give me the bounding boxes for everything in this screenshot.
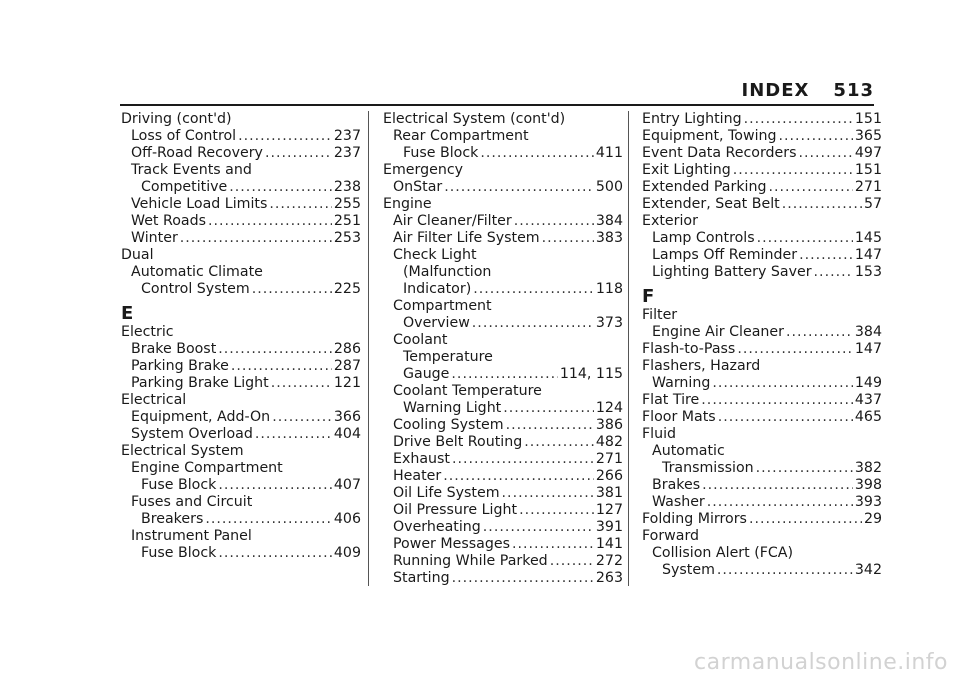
entry-page-number: 237 — [333, 145, 361, 161]
index-entry — [383, 213, 623, 230]
entry-label: Lamp Controls — [652, 230, 755, 246]
entry-label: (Malfunction — [403, 264, 492, 280]
dot-leader — [271, 375, 332, 392]
entry-label: Wet Roads — [131, 213, 206, 229]
index-entry — [121, 111, 361, 128]
dot-leader — [483, 519, 594, 536]
entry-label: System Overload — [131, 426, 253, 442]
entry-label: Forward — [642, 528, 700, 544]
dot-leader — [473, 281, 594, 298]
entry-page-number: 407 — [333, 477, 361, 493]
entry-label: OnStar — [393, 179, 443, 195]
index-entry — [642, 128, 882, 145]
index-entry — [642, 324, 882, 341]
entry-label: Winter — [131, 230, 178, 246]
entry-page-number: 263 — [595, 570, 623, 586]
entry-page-number: 124 — [595, 400, 623, 416]
entry-label: Drive Belt Routing — [393, 434, 523, 450]
index-column-2 — [383, 111, 623, 587]
dot-leader — [444, 179, 594, 196]
index-entry — [383, 536, 623, 553]
entry-label: Brake Boost — [131, 341, 217, 357]
index-entry — [121, 443, 361, 460]
dot-leader — [779, 128, 853, 145]
entry-label: Collision Alert (FCA) — [652, 545, 794, 561]
entry-label: Lamps Off Reminder — [652, 247, 798, 263]
entry-page-number: 114, 115 — [559, 366, 623, 382]
entry-page-number: 118 — [595, 281, 623, 297]
index-entry — [121, 409, 361, 426]
entry-label: Extender, Seat Belt — [642, 196, 780, 212]
index-entry — [642, 443, 882, 460]
dot-leader — [744, 111, 853, 128]
entry-page-number: 404 — [333, 426, 361, 442]
entry-label: Fuse Block — [141, 477, 217, 493]
entry-label: Power Messages — [393, 536, 510, 552]
index-entry — [383, 111, 623, 128]
section-letter: F — [642, 286, 655, 307]
dot-leader — [799, 145, 853, 162]
index-column-3 — [642, 111, 882, 579]
entry-label: Gauge — [403, 366, 450, 382]
index-entry — [642, 426, 882, 443]
index-entry — [642, 460, 882, 477]
entry-page-number: 406 — [333, 511, 361, 527]
dot-leader — [502, 485, 594, 502]
entry-label: Rear Compartment — [393, 128, 529, 144]
entry-label: Temperature — [403, 349, 493, 365]
index-entry — [383, 264, 623, 281]
entry-page-number: 383 — [595, 230, 623, 246]
entry-label: Exterior — [642, 213, 698, 229]
entry-page-number: 384 — [595, 213, 623, 229]
entry-page-number: 238 — [333, 179, 361, 195]
index-entry — [642, 247, 882, 264]
entry-page-number: 271 — [854, 179, 882, 195]
entry-page-number: 149 — [854, 375, 882, 391]
index-entry — [642, 341, 882, 358]
entry-label: Event Data Recorders — [642, 145, 797, 161]
dot-leader — [737, 341, 853, 358]
entry-page-number: 271 — [595, 451, 623, 467]
index-entry — [383, 570, 623, 587]
dot-leader — [180, 230, 332, 247]
index-entry — [121, 511, 361, 528]
entry-label: Engine Compartment — [131, 460, 283, 476]
entry-page-number: 225 — [333, 281, 361, 297]
dot-leader — [506, 417, 594, 434]
index-entry — [121, 247, 361, 264]
index-entry — [121, 426, 361, 443]
index-entry — [383, 247, 623, 264]
entry-label: Heater — [393, 468, 442, 484]
entry-label: Parking Brake Light — [131, 375, 269, 391]
dot-leader — [702, 477, 853, 494]
index-entry — [642, 213, 882, 230]
entry-page-number: 251 — [333, 213, 361, 229]
index-entry — [642, 562, 882, 579]
index-entry — [383, 468, 623, 485]
index-entry — [642, 179, 882, 196]
index-entry — [121, 281, 361, 298]
entry-label: Oil Life System — [393, 485, 500, 501]
index-entry — [642, 230, 882, 247]
entry-label: Exit Lighting — [642, 162, 731, 178]
index-entry — [121, 162, 361, 179]
index-entry — [383, 383, 623, 400]
entry-page-number: 386 — [595, 417, 623, 433]
index-entry — [383, 230, 623, 247]
entry-label: Brakes — [652, 477, 701, 493]
index-entry — [121, 213, 361, 230]
entry-label: Flashers, Hazard — [642, 358, 761, 374]
entry-page-number: 151 — [854, 162, 882, 178]
watermark: carmanualsonline.info — [694, 650, 948, 675]
index-entry — [121, 145, 361, 162]
entry-label: Electrical System — [121, 443, 244, 459]
index-entry — [121, 528, 361, 545]
dot-leader — [205, 511, 332, 528]
dot-leader — [718, 409, 853, 426]
index-entry — [642, 111, 882, 128]
dot-leader — [717, 562, 853, 579]
entry-label: Dual — [121, 247, 154, 263]
entry-label: Folding Mirrors — [642, 511, 747, 527]
column-divider — [368, 111, 369, 586]
index-entry — [642, 477, 882, 494]
entry-page-number: 286 — [333, 341, 361, 357]
entry-label: Extended Parking — [642, 179, 767, 195]
entry-page-number: 255 — [333, 196, 361, 212]
dot-leader — [799, 247, 853, 264]
entry-page-number: 411 — [595, 145, 623, 161]
index-heading: INDEX — [741, 80, 810, 101]
entry-page-number: 482 — [595, 434, 623, 450]
entry-label: Track Events and — [131, 162, 252, 178]
index-entry — [383, 451, 623, 468]
dot-leader — [452, 570, 594, 587]
entry-label: Air Cleaner/Filter — [393, 213, 512, 229]
entry-label: Air Filter Life System — [393, 230, 540, 246]
entry-label: Automatic Climate — [131, 264, 263, 280]
index-entry — [383, 179, 623, 196]
entry-label: Driving (cont'd) — [121, 111, 232, 127]
entry-label: Check Light — [393, 247, 477, 263]
dot-leader — [218, 545, 332, 562]
index-entry — [383, 349, 623, 366]
entry-label: Fluid — [642, 426, 677, 442]
entry-page-number: 237 — [333, 128, 361, 144]
entry-label: Fuses and Circuit — [131, 494, 253, 510]
index-entry — [121, 358, 361, 375]
index-entry — [642, 358, 882, 375]
entry-label: Running While Parked — [393, 553, 548, 569]
dot-leader — [252, 281, 332, 298]
dot-leader — [756, 460, 853, 477]
entry-label: Vehicle Load Limits — [131, 196, 268, 212]
entry-page-number: 365 — [854, 128, 882, 144]
dot-leader — [443, 468, 594, 485]
entry-label: Breakers — [141, 511, 204, 527]
entry-label: Coolant Temperature — [393, 383, 542, 399]
index-entry — [383, 196, 623, 213]
index-entry — [121, 545, 361, 562]
entry-label: Equipment, Add-On — [131, 409, 271, 425]
dot-leader — [701, 392, 853, 409]
entry-page-number: 266 — [595, 468, 623, 484]
entry-page-number: 384 — [854, 324, 882, 340]
dot-leader — [757, 230, 853, 247]
entry-page-number: 57 — [863, 196, 882, 212]
index-entry — [121, 375, 361, 392]
entry-label: Competitive — [141, 179, 228, 195]
dot-leader — [524, 434, 594, 451]
entry-page-number: 153 — [854, 264, 882, 280]
dot-leader — [451, 366, 557, 383]
dot-leader — [452, 451, 594, 468]
dot-leader — [512, 536, 594, 553]
dot-leader — [712, 375, 853, 392]
dot-leader — [707, 494, 853, 511]
dot-leader — [786, 324, 853, 341]
index-entry — [383, 128, 623, 145]
entry-label: Transmission — [662, 460, 754, 476]
entry-page-number: 500 — [595, 179, 623, 195]
entry-page-number: 398 — [854, 477, 882, 493]
index-entry — [383, 162, 623, 179]
dot-leader — [814, 264, 853, 281]
entry-label: Engine — [383, 196, 432, 212]
index-entry — [383, 502, 623, 519]
entry-label: Warning — [652, 375, 711, 391]
entry-label: Floor Mats — [642, 409, 716, 425]
entry-page-number: 151 — [854, 111, 882, 127]
index-column-1 — [121, 111, 361, 562]
dot-leader — [550, 553, 594, 570]
column-divider — [628, 111, 629, 586]
index-entry — [642, 494, 882, 511]
section-letter: E — [121, 303, 134, 324]
entry-page-number: 382 — [854, 460, 882, 476]
entry-label: Compartment — [393, 298, 492, 314]
entry-page-number: 287 — [333, 358, 361, 374]
entry-page-number: 342 — [854, 562, 882, 578]
entry-label: Off-Road Recovery — [131, 145, 263, 161]
index-entry — [642, 162, 882, 179]
index-entry — [121, 477, 361, 494]
index-entry — [383, 553, 623, 570]
entry-label: Emergency — [383, 162, 464, 178]
index-entry — [642, 392, 882, 409]
entry-page-number: 127 — [595, 502, 623, 518]
dot-leader — [265, 145, 332, 162]
index-entry — [383, 315, 623, 332]
dot-leader — [269, 196, 332, 213]
entry-label: Oil Pressure Light — [393, 502, 518, 518]
index-entry — [383, 366, 623, 383]
index-entry — [121, 179, 361, 196]
dot-leader — [229, 179, 332, 196]
entry-page-number: 121 — [333, 375, 361, 391]
entry-label: Entry Lighting — [642, 111, 742, 127]
index-entry — [121, 230, 361, 247]
entry-label: Exhaust — [393, 451, 450, 467]
index-entry — [121, 128, 361, 145]
entry-page-number: 391 — [595, 519, 623, 535]
dot-leader — [733, 162, 853, 179]
dot-leader — [238, 128, 332, 145]
entry-label: Overheating — [393, 519, 481, 535]
dot-leader — [519, 502, 594, 519]
entry-label: Electrical System (cont'd) — [383, 111, 566, 127]
index-entry — [383, 145, 623, 162]
index-entry — [642, 307, 882, 324]
index-entry — [121, 264, 361, 281]
dot-leader — [503, 400, 594, 417]
entry-label: Engine Air Cleaner — [652, 324, 784, 340]
entry-label: Fuse Block — [141, 545, 217, 561]
entry-label: Flat Tire — [642, 392, 700, 408]
entry-page-number: 409 — [333, 545, 361, 561]
index-entry — [642, 196, 882, 213]
entry-page-number: 253 — [333, 230, 361, 246]
dot-leader — [514, 213, 594, 230]
index-entry — [121, 324, 361, 341]
index-entry — [642, 375, 882, 392]
index-entry — [642, 264, 882, 281]
entry-label: Equipment, Towing — [642, 128, 777, 144]
entry-page-number: 465 — [854, 409, 882, 425]
index-entry — [383, 400, 623, 417]
dot-leader — [749, 511, 862, 528]
index-entry — [383, 417, 623, 434]
entry-label: Parking Brake — [131, 358, 229, 374]
page-header — [718, 80, 874, 101]
index-entry — [642, 409, 882, 426]
dot-leader — [218, 341, 332, 358]
entry-label: Cooling System — [393, 417, 504, 433]
entry-label: Washer — [652, 494, 705, 510]
entry-label: Instrument Panel — [131, 528, 252, 544]
entry-label: System — [662, 562, 715, 578]
entry-page-number: 147 — [854, 247, 882, 263]
entry-label: Loss of Control — [131, 128, 237, 144]
index-entry — [121, 392, 361, 409]
entry-label: Overview — [403, 315, 470, 331]
index-entry — [383, 434, 623, 451]
dot-leader — [480, 145, 594, 162]
entry-label: Starting — [393, 570, 450, 586]
dot-leader — [472, 315, 594, 332]
entry-page-number: 373 — [595, 315, 623, 331]
entry-label: Flash-to-Pass — [642, 341, 736, 357]
entry-page-number: 366 — [333, 409, 361, 425]
index-entry — [383, 519, 623, 536]
entry-label: Electrical — [121, 392, 187, 408]
entry-page-number: 437 — [854, 392, 882, 408]
entry-label: Warning Light — [403, 400, 502, 416]
entry-page-number: 29 — [863, 511, 882, 527]
index-entry — [383, 281, 623, 298]
entry-label: Control System — [141, 281, 250, 297]
dot-leader — [272, 409, 332, 426]
entry-page-number: 147 — [854, 341, 882, 357]
dot-leader — [542, 230, 594, 247]
index-entry — [121, 196, 361, 213]
index-entry — [642, 545, 882, 562]
index-entry — [383, 485, 623, 502]
dot-leader — [769, 179, 853, 196]
index-entry — [121, 341, 361, 358]
dot-leader — [208, 213, 332, 230]
entry-label: Coolant — [393, 332, 448, 348]
header-rule — [120, 104, 874, 106]
index-entry — [383, 298, 623, 315]
dot-leader — [218, 477, 332, 494]
entry-page-number: 393 — [854, 494, 882, 510]
dot-leader — [231, 358, 332, 375]
entry-label: Electric — [121, 324, 174, 340]
entry-label: Indicator) — [403, 281, 472, 297]
page-number: 513 — [833, 80, 874, 101]
index-entry — [642, 511, 882, 528]
entry-page-number: 272 — [595, 553, 623, 569]
index-entry — [383, 332, 623, 349]
entry-label: Fuse Block — [403, 145, 479, 161]
index-entry — [642, 528, 882, 545]
entry-label: Filter — [642, 307, 678, 323]
entry-page-number: 145 — [854, 230, 882, 246]
entry-page-number: 141 — [595, 536, 623, 552]
dot-leader — [782, 196, 862, 213]
index-entry — [121, 460, 361, 477]
entry-label: Automatic — [652, 443, 725, 459]
entry-page-number: 381 — [595, 485, 623, 501]
entry-page-number: 497 — [854, 145, 882, 161]
index-entry — [121, 494, 361, 511]
dot-leader — [255, 426, 332, 443]
entry-label: Lighting Battery Saver — [652, 264, 812, 280]
index-entry — [642, 145, 882, 162]
